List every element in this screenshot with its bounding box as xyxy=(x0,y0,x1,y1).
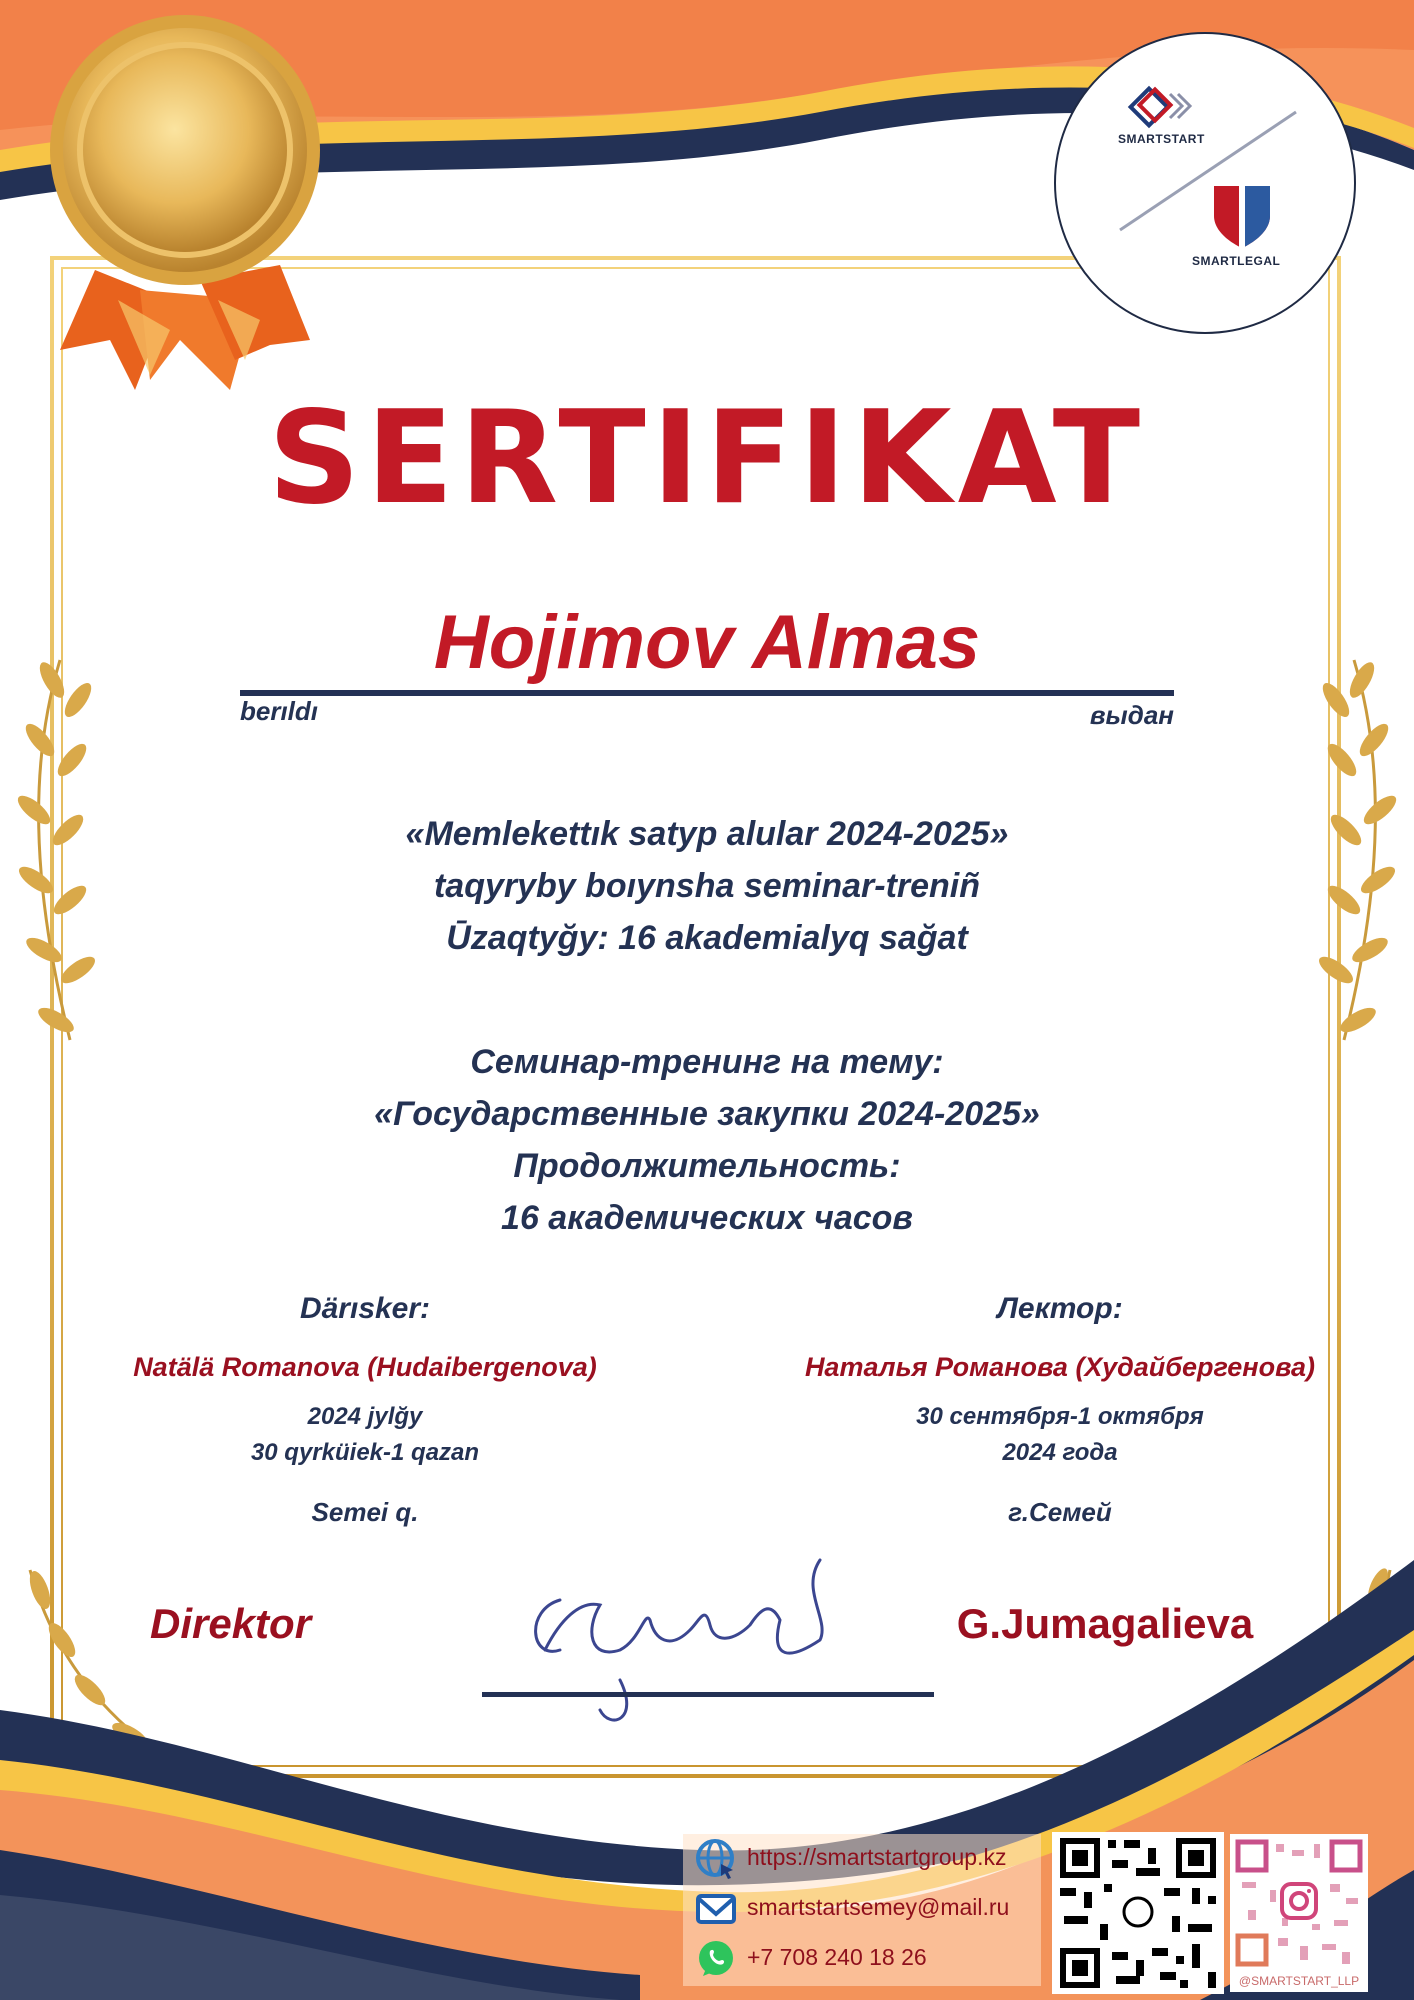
logo-graphics xyxy=(1056,34,1354,332)
certificate-title: SERTIFIKAT xyxy=(267,384,1147,533)
medal-icon xyxy=(50,15,320,390)
city-kz: Semei q. xyxy=(311,1497,419,1527)
mail-icon xyxy=(695,1888,737,1930)
qr-code-icon xyxy=(1052,1832,1224,1994)
website-text: https://smartstartgroup.kz xyxy=(747,1844,1007,1870)
lecturer-column-ru xyxy=(740,1292,1380,1528)
partner-logos-badge xyxy=(1054,32,1356,334)
email-text: smartstartsemey@mail.ru xyxy=(747,1894,1010,1920)
smartstart-brand-label: SMARTSTART xyxy=(1118,132,1205,146)
lecturer-role-kz: Därısker: xyxy=(299,1292,431,1325)
course-description-ru xyxy=(200,1036,1214,1244)
lecture-date-kz-1: 2024 jylğy xyxy=(307,1403,423,1430)
laurel-left-icon xyxy=(14,659,99,1040)
lecturer-name-kz: Natälä Romanova (Hudaibergenova) xyxy=(133,1352,597,1382)
lecture-date-kz-2: 30 qyrküiek-1 qazan xyxy=(250,1439,480,1466)
lecturer-name-ru: Наталья Романова (Худайбергенова) xyxy=(804,1352,1316,1382)
globe-icon xyxy=(695,1838,737,1880)
course-ru-line-4: 16 академических часов xyxy=(501,1199,913,1237)
course-kz-line-3: Ūzaqtyğy: 16 akademialyq sağat xyxy=(446,919,968,957)
phone-link[interactable] xyxy=(683,1936,1041,1982)
course-ru-line-3: Продолжительность: xyxy=(513,1147,901,1185)
phone-text: +7 708 240 18 26 xyxy=(747,1944,927,1970)
smartstart-logo-icon xyxy=(1131,89,1190,126)
city-ru: г.Семей xyxy=(1008,1497,1112,1527)
website-link[interactable] xyxy=(683,1836,1041,1882)
course-description-kz xyxy=(200,808,1214,964)
contact-panel xyxy=(683,1834,1041,1986)
recipient-underline xyxy=(240,690,1174,696)
email-link[interactable] xyxy=(683,1886,1041,1932)
instagram-qr-code[interactable] xyxy=(1230,1834,1368,1992)
lecture-date-ru-1: 30 сентября-1 октября xyxy=(916,1403,1204,1430)
instagram-handle: @SMARTSTART_LLP xyxy=(1238,1974,1360,1988)
course-ru-line-1: Семинар-тренинг на тему: xyxy=(470,1043,944,1081)
smartlegal-brand-label: SMARTLEGAL xyxy=(1192,254,1281,268)
whatsapp-icon xyxy=(695,1938,737,1980)
issued-label-ru: выдан xyxy=(1089,700,1174,730)
signature-line xyxy=(482,1692,934,1697)
director-label: Direktor xyxy=(150,1600,312,1647)
director-name: G.Jumagalieva xyxy=(956,1600,1254,1647)
instagram-qr-icon xyxy=(1230,1834,1368,1974)
course-kz-line-2: taqyryby boıynsha seminar-treniñ xyxy=(433,867,981,905)
course-kz-line-1: «Memlekettık satyp alular 2024-2025» xyxy=(405,815,1009,853)
smartlegal-logo-icon xyxy=(1214,184,1270,248)
lecture-date-ru-2: 2024 года xyxy=(1002,1439,1118,1466)
recipient-name: Hojimov Almas xyxy=(433,600,981,685)
lecturer-column-kz xyxy=(100,1292,630,1528)
lecturer-role-ru: Лектор: xyxy=(997,1292,1123,1325)
laurel-right-icon xyxy=(1315,659,1400,1040)
website-qr-code[interactable] xyxy=(1052,1832,1224,1994)
issued-label-kz: berıldı xyxy=(240,696,319,726)
course-ru-line-2: «Государственные закупки 2024-2025» xyxy=(374,1095,1040,1133)
